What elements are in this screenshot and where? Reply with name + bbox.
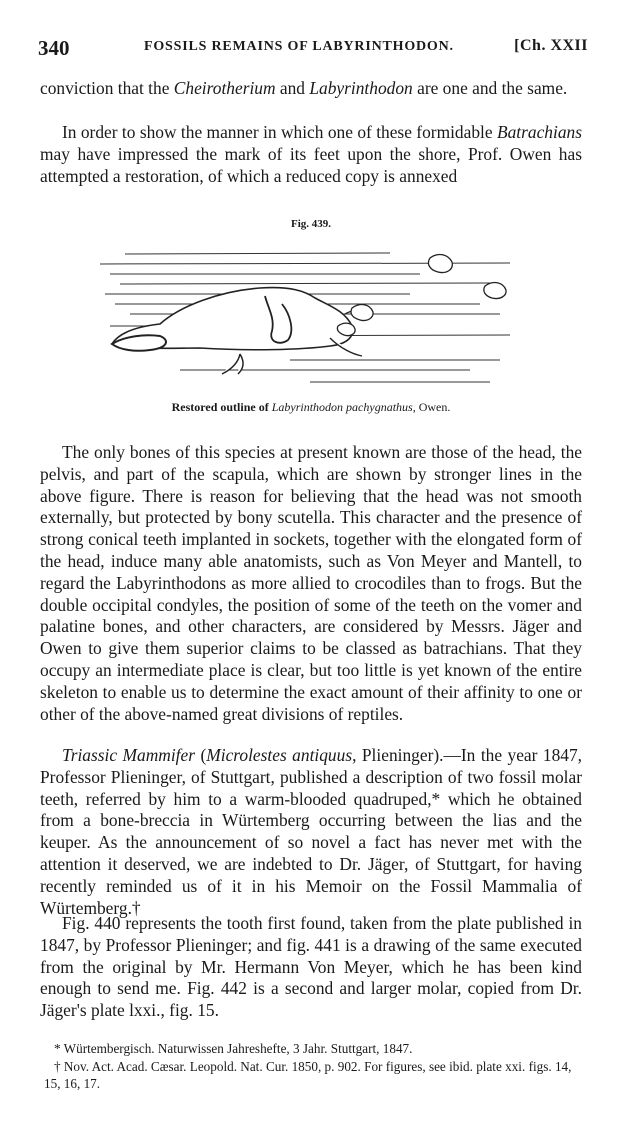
chapter-marker: [Ch. XXII <box>514 37 588 54</box>
paragraph-figures <box>40 913 582 1022</box>
footprint-marks <box>337 255 506 336</box>
running-title: FOSSILS REMAINS OF LABYRINTHODON. <box>144 39 454 54</box>
section-heading-triassic-mammifer: Triassic Mammifer <box>62 745 195 765</box>
paragraph-bones <box>40 442 582 725</box>
figure-439 <box>40 218 582 418</box>
text-run: Fig. 440 represents the tooth first found, taken from the plate published in 1847, by Professor Plieninger; and fig. 441 is a drawing of the same executed from the original by Mr. Hermann Von Meyer, which he has been kind enough to send me. Fig. 442 is a second and larger molar, copied from Dr. Jäger's plate lxxi., fig. 15. <box>40 913 582 1021</box>
footnote-2 <box>44 1058 584 1093</box>
restored-outline-illustration <box>90 236 530 396</box>
text-run: The only bones of this species at present known are those of the head, the pelvis, and part of the scapula, which are shown by stronger lines in the above figure. There is reason for believing that the head was not smooth externally, but protected by bony scutella. This character and the presence of strong conical teeth implanted in sockets, together with the elongated form of the head, induce many able anatomists, such as Von Meyer and Mantell, to regard the Labyrinthodons as more allied to crocodiles than to frogs. But the double occipital condyles, the position of some of the teeth on the vomer and palatine bones, and other characters, are considered by Messrs. Jäger and Owen to give them superior claims to be classed as batrachians. That they occupy an intermediate place is clear, but too little is yet known of the entire skeleton to enable us to determine the exact amount of their affinity to one or other of the above-named great divisions of reptiles. <box>40 442 582 724</box>
paragraph-conviction <box>40 78 582 100</box>
text-run: ( <box>195 745 207 765</box>
figure-caption <box>40 400 582 415</box>
paragraph-triassic-mammifer <box>40 745 582 919</box>
figure-label: Fig. 439. <box>290 218 332 230</box>
footnote-text: * Würtembergisch. Naturwissen Jahreshefte, 3 Jahr. Stuttgart, 1847. <box>54 1041 413 1056</box>
footnotes <box>44 1040 584 1093</box>
footnote-1 <box>44 1040 584 1058</box>
text-run: , Plieninger).—In the year 1847, Professor Plieninger, of Stuttgart, published a description of two fossil molar teeth, referred by him to a warm-blooded quadruped,* which he obtained from a bone-breccia in Würtemberg occurring between the lias and the keuper. As the announcement of so novel a fact has never met with the attention it deserved, we are indebted to Dr. Jäger, of Stuttgart, for having recently reminded us of it in his Memoir on the Fossil Mammalia of Würtemberg.† <box>40 745 583 918</box>
paragraph-restoration <box>40 122 582 187</box>
text-run: In order to show the manner in which one of these formidable <box>62 122 497 142</box>
term-batrachians: Batrachians <box>496 122 582 142</box>
caption-prefix: Restored outline of <box>171 400 272 414</box>
caption-suffix: , Owen. <box>412 400 451 414</box>
text-run: and <box>275 78 310 98</box>
page-number: 340 <box>38 36 70 60</box>
running-header <box>38 36 588 60</box>
caption-species: Labyrinthodon pachygnathus <box>271 400 413 414</box>
genus-labyrinthodon: Labyrinthodon <box>309 78 413 98</box>
text-run: may have impressed the mark of its feet upon the shore, Prof. Owen has attempted a restoration, of which a reduced copy is annexed <box>40 143 582 186</box>
footnote-text: † Nov. Act. Acad. Cæsar. Leopold. Nat. Cur. 1850, p. 902. For figures, see ibid. plate xxi. figs. 14, 15, 16, 17. <box>44 1058 572 1091</box>
genus-cheirotherium: Cheirotherium <box>173 78 276 98</box>
text-run: are one and the same. <box>412 78 568 98</box>
species-microlestes: Microlestes antiquus <box>206 745 353 765</box>
labyrinthodon-body <box>112 288 372 374</box>
text-run: conviction that the <box>40 78 174 98</box>
